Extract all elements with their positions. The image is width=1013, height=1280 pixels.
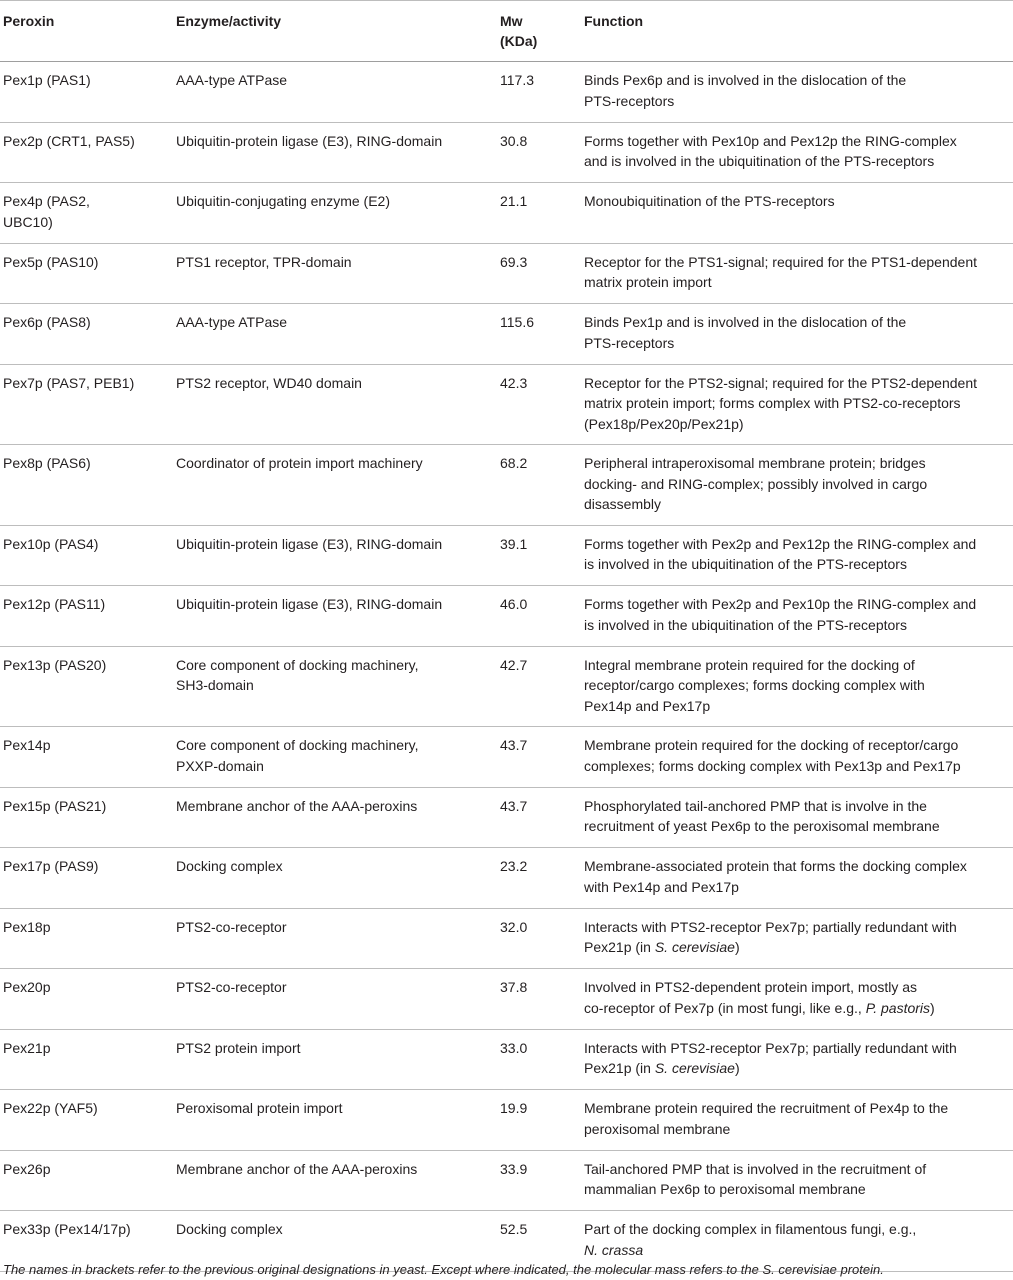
cell-function [584,646,1013,727]
cell-line: Interacts with PTS2-receptor Pex7p; partially redundant with [584,1039,957,1056]
cell-line: 33.0 [500,1039,528,1056]
cell-mw [500,122,584,183]
cell-function [584,122,1013,183]
cell-peroxin [0,1150,176,1211]
cell-line: Pex10p (PAS4) [3,535,99,552]
cell-line: Pex17p (PAS9) [3,858,99,874]
cell-line: 21.1 [500,193,528,209]
cell-peroxin [0,908,176,969]
table-row [0,62,1013,123]
cell-line: Forms together with Pex10p and Pex12p the RING-complex [584,132,957,149]
table-body [0,62,1013,1272]
cell-mw [500,525,584,586]
cell-line: Membrane-associated protein that forms the docking complex [584,858,967,874]
cell-mw [500,727,584,788]
cell-line: PTS2-co-receptor [176,918,287,935]
cell-enzyme-activity [176,304,500,365]
cell-mw [500,364,584,445]
cell-enzyme-activity [176,787,500,848]
cell-line: Pex21p (in S. cerevisiae) [584,1060,740,1076]
cell-enzyme-activity [176,1090,500,1151]
cell-peroxin [0,646,176,727]
cell-line: 39.1 [500,535,528,552]
cell-line: and is involved in the ubiquitination of the PTS-receptors [584,153,935,169]
table-row [0,908,1013,969]
cell-line: (Pex18p/Pex20p/Pex21p) [584,415,744,432]
cell-line: 42.7 [500,656,528,673]
cell-enzyme-activity [176,848,500,909]
cell-line: recruitment of yeast Pex6p to the peroxisomal membrane [584,818,940,834]
table-row [0,364,1013,445]
cell-peroxin [0,183,176,244]
cell-line: Pex5p (PAS10) [3,253,99,270]
cell-peroxin [0,727,176,788]
cell-line: 46.0 [500,596,528,612]
cell-line: Phosphorylated tail-anchored PMP that is involve in the [584,797,927,814]
table-row [0,1150,1013,1211]
cell-line: Receptor for the PTS2-signal; required for the PTS2-dependent [584,374,977,391]
cell-line: PTS2-co-receptor [176,979,287,995]
cell-enzyme-activity [176,1150,500,1211]
table-row [0,848,1013,909]
cell-line: 117.3 [500,72,534,88]
cell-mw [500,445,584,526]
table-row [0,787,1013,848]
cell-peroxin [0,586,176,647]
cell-line: Monoubiquitination of the PTS-receptors [584,193,835,209]
cell-line: SH3-domain [176,677,254,693]
cell-enzyme-activity [176,525,500,586]
table-row [0,1029,1013,1090]
cell-line: mammalian Pex6p to peroxisomal membrane [584,1181,866,1197]
cell-line: Membrane anchor of the AAA-peroxins [176,1160,418,1177]
cell-line: 23.2 [500,858,528,874]
cell-line: UBC10) [3,213,53,230]
cell-line: is involved in the ubiquitination of the PTS-receptors [584,556,907,572]
cell-mw [500,969,584,1030]
cell-line: Tail-anchored PMP that is involved in the recruitment of [584,1160,927,1177]
header-function: Function [584,1,1013,62]
cell-line: docking- and RING-complex; possibly involved in cargo [584,475,928,492]
header-enzyme-activity: Enzyme/activity [176,1,500,62]
cell-line: AAA-type ATPase [176,72,288,88]
cell-line: Peroxisomal protein import [176,1100,343,1116]
cell-line: complexes; forms docking complex with Pex13p and Pex17p [584,757,961,774]
cell-line: PXXP-domain [176,757,264,774]
cell-line: 19.9 [500,1100,528,1116]
cell-line: is involved in the ubiquitination of the PTS-receptors [584,616,907,633]
cell-peroxin [0,848,176,909]
cell-line: 43.7 [500,737,528,753]
cell-line: Core component of docking machinery, [176,737,419,753]
cell-peroxin [0,969,176,1030]
cell-line: PTS1 receptor, TPR-domain [176,253,352,270]
cell-mw [500,1150,584,1211]
cell-line: receptor/cargo complexes; forms docking complex with [584,677,925,693]
table-row [0,727,1013,788]
cell-peroxin [0,1029,176,1090]
cell-function [584,1150,1013,1211]
table-row [0,304,1013,365]
cell-line: Pex13p (PAS20) [3,656,107,673]
table-row [0,445,1013,526]
cell-peroxin [0,445,176,526]
cell-function [584,364,1013,445]
cell-peroxin [0,525,176,586]
cell-line: Pex6p (PAS8) [3,314,91,330]
cell-line: Docking complex [176,858,283,874]
cell-function [584,586,1013,647]
cell-function [584,445,1013,526]
table-row [0,525,1013,586]
cell-mw [500,848,584,909]
cell-line: Pex33p (Pex14/17p) [3,1221,131,1237]
cell-mw [500,304,584,365]
cell-function [584,1090,1013,1151]
cell-enzyme-activity [176,364,500,445]
table-footnote: The names in brackets refer to the previous original designations in yeast. Except where indicated, the molecular mass refers to the S. cerevisiae protein. [3,1262,884,1277]
header-mw-unit: (KDa) [500,33,538,49]
cell-peroxin [0,243,176,304]
cell-line: 37.8 [500,979,528,995]
cell-line: Pex15p (PAS21) [3,797,107,814]
cell-line: Pex21p (in S. cerevisiae) [584,939,740,955]
cell-line: PTS-receptors [584,92,675,109]
cell-line: N. crassa [584,1241,644,1258]
cell-enzyme-activity [176,586,500,647]
cell-function [584,908,1013,969]
cell-enzyme-activity [176,243,500,304]
cell-line: Involved in PTS2-dependent protein import, mostly as [584,979,918,995]
cell-function [584,243,1013,304]
cell-peroxin [0,304,176,365]
cell-line: Pex2p (CRT1, PAS5) [3,132,135,149]
cell-line: Ubiquitin-protein ligase (E3), RING-domain [176,535,443,552]
cell-mw [500,586,584,647]
header-mw-label: Mw [500,13,523,29]
cell-enzyme-activity [176,62,500,123]
cell-line: Peripheral intraperoxisomal membrane protein; bridges [584,455,926,471]
cell-peroxin [0,62,176,123]
cell-function [584,525,1013,586]
cell-line: Receptor for the PTS1-signal; required for the PTS1-dependent [584,253,977,270]
cell-line: 43.7 [500,797,528,814]
cell-function [584,1029,1013,1090]
header-mw [500,1,584,62]
cell-mw [500,787,584,848]
cell-line: Ubiquitin-protein ligase (E3), RING-domain [176,132,443,149]
table-row [0,243,1013,304]
cell-function [584,787,1013,848]
cell-line: Membrane protein required the recruitment of Pex4p to the [584,1100,949,1116]
cell-line: matrix protein import; forms complex with PTS2-co-receptors [584,395,961,411]
table-header-row [0,1,1013,62]
cell-line: Ubiquitin-protein ligase (E3), RING-domain [176,596,443,612]
cell-line: AAA-type ATPase [176,314,288,330]
cell-line: 33.9 [500,1160,528,1177]
cell-line: Pex12p (PAS11) [3,596,106,612]
cell-line: Pex20p [3,979,51,995]
cell-line: Pex8p (PAS6) [3,455,91,471]
cell-line: Pex18p [3,918,51,935]
cell-line: 68.2 [500,455,528,471]
cell-enzyme-activity [176,727,500,788]
cell-enzyme-activity [176,122,500,183]
table-row [0,183,1013,244]
cell-function [584,727,1013,788]
cell-enzyme-activity [176,445,500,526]
cell-line: Membrane protein required for the docking of receptor/cargo [584,737,959,753]
cell-line: 69.3 [500,253,528,270]
cell-line: Docking complex [176,1221,283,1237]
cell-line: 115.6 [500,314,534,330]
cell-line: Interacts with PTS2-receptor Pex7p; partially redundant with [584,918,957,935]
cell-line: Coordinator of protein import machinery [176,455,423,471]
cell-line: Pex14p [3,737,51,753]
cell-enzyme-activity [176,646,500,727]
cell-line: 32.0 [500,918,528,935]
cell-mw [500,243,584,304]
cell-line: Ubiquitin-conjugating enzyme (E2) [176,193,390,209]
cell-line: Part of the docking complex in filamentous fungi, e.g., [584,1221,917,1237]
cell-line: Pex21p [3,1039,51,1056]
cell-peroxin [0,364,176,445]
cell-mw [500,62,584,123]
cell-line: Core component of docking machinery, [176,656,419,673]
cell-peroxin [0,1090,176,1151]
cell-mw [500,908,584,969]
cell-line: Forms together with Pex2p and Pex10p the RING-complex and [584,596,977,612]
table-row [0,122,1013,183]
cell-line: PTS2 protein import [176,1039,301,1056]
cell-enzyme-activity [176,908,500,969]
cell-enzyme-activity [176,969,500,1030]
cell-function [584,848,1013,909]
cell-function [584,62,1013,123]
cell-peroxin [0,122,176,183]
cell-line: Binds Pex6p and is involved in the dislocation of the [584,72,907,88]
cell-mw [500,1090,584,1151]
header-peroxin: Peroxin [0,1,176,62]
cell-line: peroxisomal membrane [584,1120,731,1137]
cell-function [584,183,1013,244]
cell-line: 42.3 [500,374,528,391]
cell-mw [500,646,584,727]
cell-peroxin [0,787,176,848]
cell-mw [500,183,584,244]
cell-line: Membrane anchor of the AAA-peroxins [176,797,418,814]
cell-line: PTS-receptors [584,334,675,351]
table-row [0,646,1013,727]
cell-line: Pex7p (PAS7, PEB1) [3,374,135,391]
cell-enzyme-activity [176,183,500,244]
cell-line: Pex4p (PAS2, [3,193,90,209]
cell-function [584,969,1013,1030]
cell-enzyme-activity [176,1029,500,1090]
table-row [0,969,1013,1030]
cell-line: co-receptor of Pex7p (in most fungi, like e.g., P. pastoris) [584,999,935,1016]
cell-line: matrix protein import [584,274,712,290]
table-row [0,1090,1013,1151]
cell-line: Pex22p (YAF5) [3,1100,98,1116]
cell-line: Pex14p and Pex17p [584,697,711,714]
cell-line: 52.5 [500,1221,528,1237]
cell-line: with Pex14p and Pex17p [584,878,739,895]
cell-line: Pex26p [3,1160,51,1177]
table-row [0,586,1013,647]
cell-line: 30.8 [500,132,528,149]
cell-line: Integral membrane protein required for the docking of [584,656,915,673]
cell-mw [500,1029,584,1090]
cell-line: disassembly [584,496,662,512]
cell-line: Pex1p (PAS1) [3,72,91,88]
cell-function [584,304,1013,365]
cell-line: Binds Pex1p and is involved in the dislocation of the [584,314,907,330]
cell-line: PTS2 receptor, WD40 domain [176,374,362,391]
cell-line: Forms together with Pex2p and Pex12p the RING-complex and [584,535,977,552]
